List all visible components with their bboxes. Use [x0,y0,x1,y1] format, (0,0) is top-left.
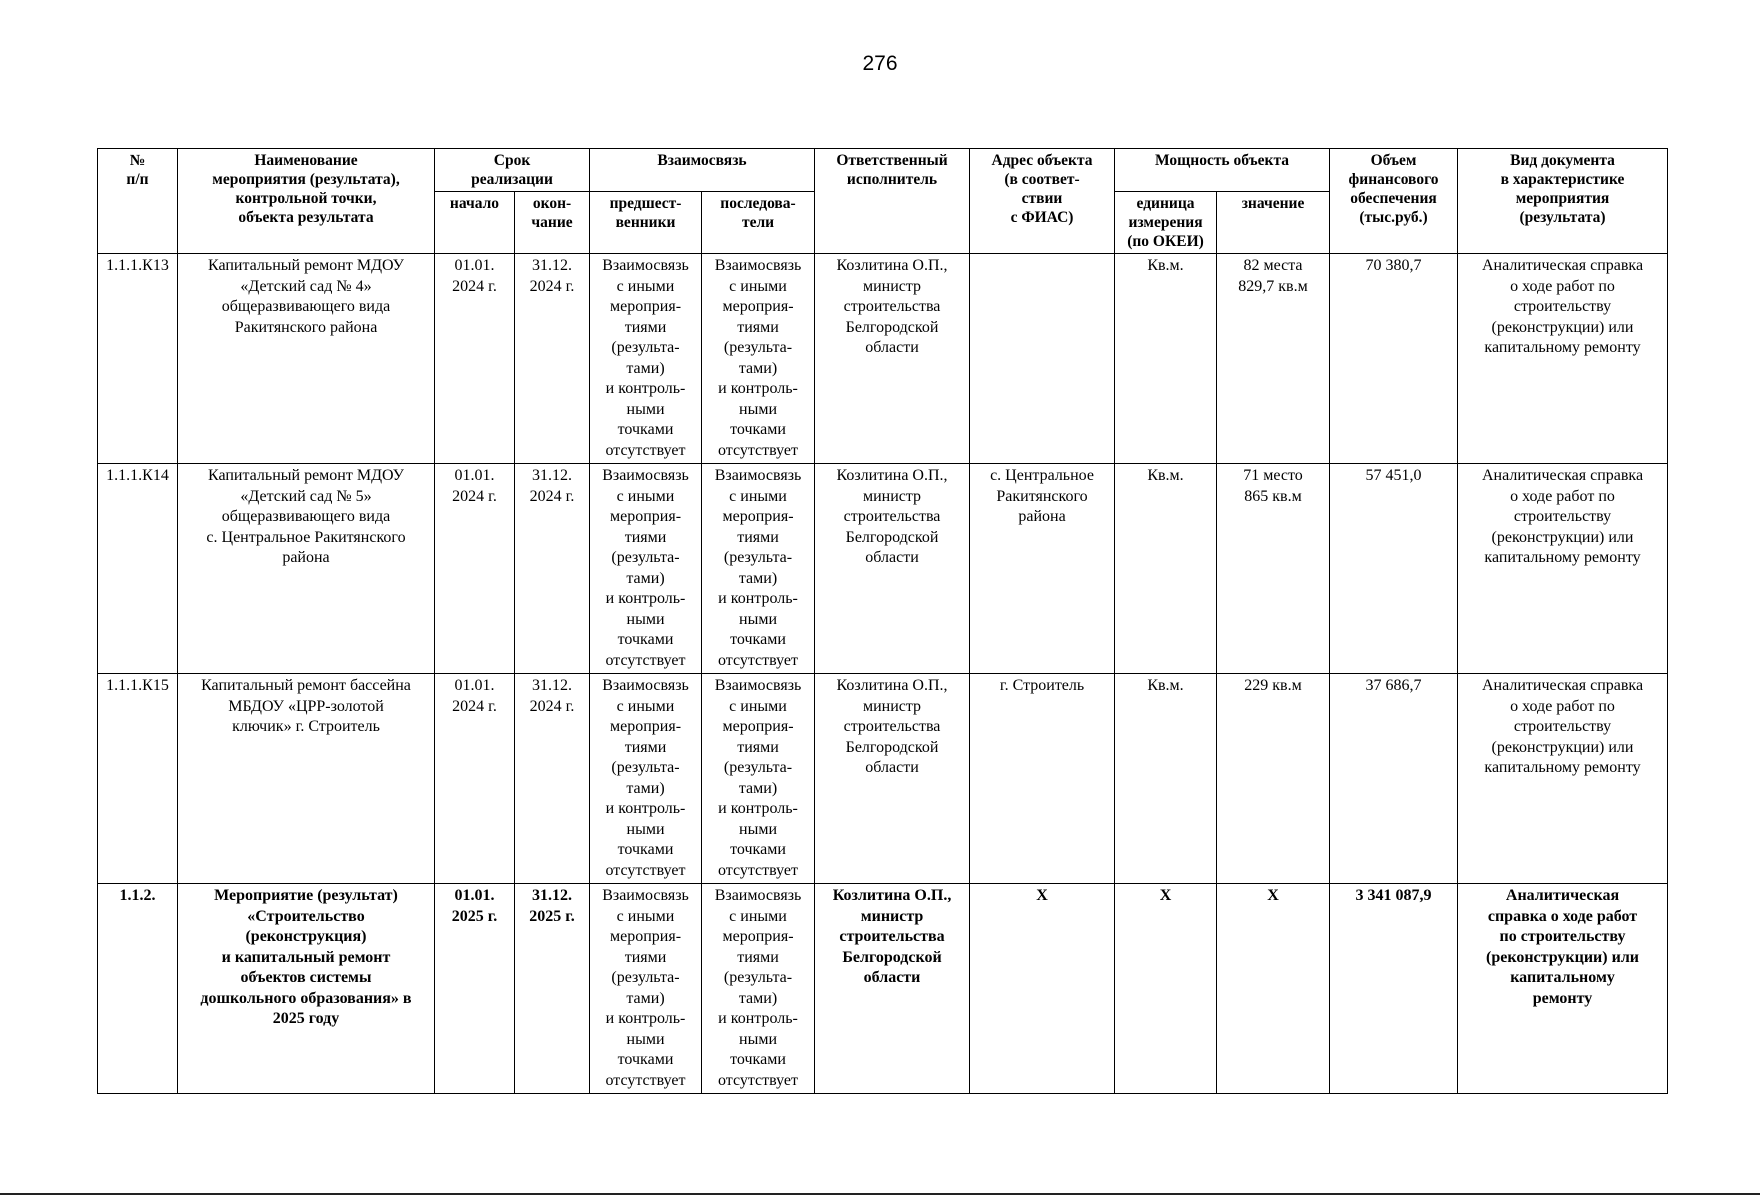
cell-name: Капитальный ремонт бассейна МБДОУ «ЦРР-золотой ключик» г. Строитель [178,674,435,884]
cell-start: 01.01. 2024 г. [435,464,515,674]
cell-address: Х [970,884,1115,1094]
cell-doc: Аналитическая справка о ходе работ по строительству (реконструкции) или капитальному ремонту [1458,464,1668,674]
cell-address [970,254,1115,464]
cell-name: Мероприятие (результат) «Строительство (реконструкция) и капитальный ремонт объектов системы дошкольного образования» в 2025 году [178,884,435,1094]
cell-unit: Кв.м. [1115,464,1217,674]
header-name: Наименование мероприятия (результата), контрольной точки, объекта результата [178,149,435,254]
cell-address: г. Строитель [970,674,1115,884]
cell-end: 31.12. 2024 г. [515,464,590,674]
cell-next: Взаимосвязь с иными мероприя- тиями (результа- тами) и контроль- ными точками отсутствует [702,254,815,464]
cell-finance: 70 380,7 [1330,254,1458,464]
header-period-start: начало [435,192,515,254]
cell-prev: Взаимосвязь с иными мероприя- тиями (результа- тами) и контроль- ными точками отсутствует [590,674,702,884]
cell-value: 82 места 829,7 кв.м [1217,254,1330,464]
table-row [98,884,1668,1094]
cell-responsible: Козлитина О.П., министр строительства Белгородской области [815,884,970,1094]
cell-finance: 57 451,0 [1330,464,1458,674]
page-number: 276 [862,52,898,75]
cell-name: Капитальный ремонт МДОУ «Детский сад № 5» общеразвивающего вида с. Центральное Ракитянского района [178,464,435,674]
cell-next: Взаимосвязь с иными мероприя- тиями (результа- тами) и контроль- ными точками отсутствует [702,674,815,884]
cell-name: Капитальный ремонт МДОУ «Детский сад № 4» общеразвивающего вида Ракитянского района [178,254,435,464]
cell-finance: 3 341 087,9 [1330,884,1458,1094]
header-finance: Объем финансового обеспечения (тыс.руб.) [1330,149,1458,254]
cell-value: 229 кв.м [1217,674,1330,884]
cell-finance: 37 686,7 [1330,674,1458,884]
cell-num: 1.1.2. [98,884,178,1094]
header-row-1 [98,149,1668,192]
cell-start: 01.01. 2024 г. [435,674,515,884]
cell-prev: Взаимосвязь с иными мероприя- тиями (результа- тами) и контроль- ными точками отсутствует [590,464,702,674]
header-capacity-unit: единица измерения (по ОКЕИ) [1115,192,1217,254]
header-relation: Взаимосвязь [590,149,815,192]
cell-prev: Взаимосвязь с иными мероприя- тиями (результа- тами) и контроль- ными точками отсутствует [590,254,702,464]
cell-doc: Аналитическая справка о ходе работ по строительству (реконструкции) или капитальному ремонту [1458,674,1668,884]
header-doc-type: Вид документа в характеристике мероприятия (результата) [1458,149,1668,254]
cell-doc: Аналитическая справка о ходе работ по строительству (реконструкции) или капитальному ремонту [1458,254,1668,464]
cell-next: Взаимосвязь с иными мероприя- тиями (результа- тами) и контроль- ными точками отсутствует [702,884,815,1094]
cell-unit: Кв.м. [1115,254,1217,464]
cell-next: Взаимосвязь с иными мероприя- тиями (результа- тами) и контроль- ными точками отсутствует [702,464,815,674]
header-capacity-value: значение [1217,192,1330,254]
cell-doc: Аналитическая справка о ходе работ по строительству (реконструкции) или капитальному ремонту [1458,884,1668,1094]
activities-table [97,148,1668,1094]
cell-unit: Х [1115,884,1217,1094]
cell-address: с. Центральное Ракитянского района [970,464,1115,674]
header-period-end: окон- чание [515,192,590,254]
table-row [98,254,1668,464]
cell-num: 1.1.1.К13 [98,254,178,464]
header-capacity: Мощность объекта [1115,149,1330,192]
cell-prev: Взаимосвязь с иными мероприя- тиями (результа- тами) и контроль- ными точками отсутствует [590,884,702,1094]
table-row [98,464,1668,674]
cell-value: Х [1217,884,1330,1094]
cell-end: 31.12. 2025 г. [515,884,590,1094]
header-relation-prev: предшест- венники [590,192,702,254]
header-responsible: Ответственный исполнитель [815,149,970,254]
header-address: Адрес объекта (в соответ- ствии с ФИАС) [970,149,1115,254]
cell-start: 01.01. 2024 г. [435,254,515,464]
cell-unit: Кв.м. [1115,674,1217,884]
cell-num: 1.1.1.К14 [98,464,178,674]
cell-responsible: Козлитина О.П., министр строительства Белгородской области [815,464,970,674]
header-period: Срок реализации [435,149,590,192]
cell-responsible: Козлитина О.П., министр строительства Белгородской области [815,674,970,884]
header-relation-next: последова- тели [702,192,815,254]
cell-responsible: Козлитина О.П., министр строительства Белгородской области [815,254,970,464]
cell-value: 71 место 865 кв.м [1217,464,1330,674]
cell-num: 1.1.1.К15 [98,674,178,884]
table-row [98,674,1668,884]
scan-edge-rule [0,1193,1760,1195]
cell-start: 01.01. 2025 г. [435,884,515,1094]
header-num: № п/п [98,149,178,254]
cell-end: 31.12. 2024 г. [515,254,590,464]
cell-end: 31.12. 2024 г. [515,674,590,884]
